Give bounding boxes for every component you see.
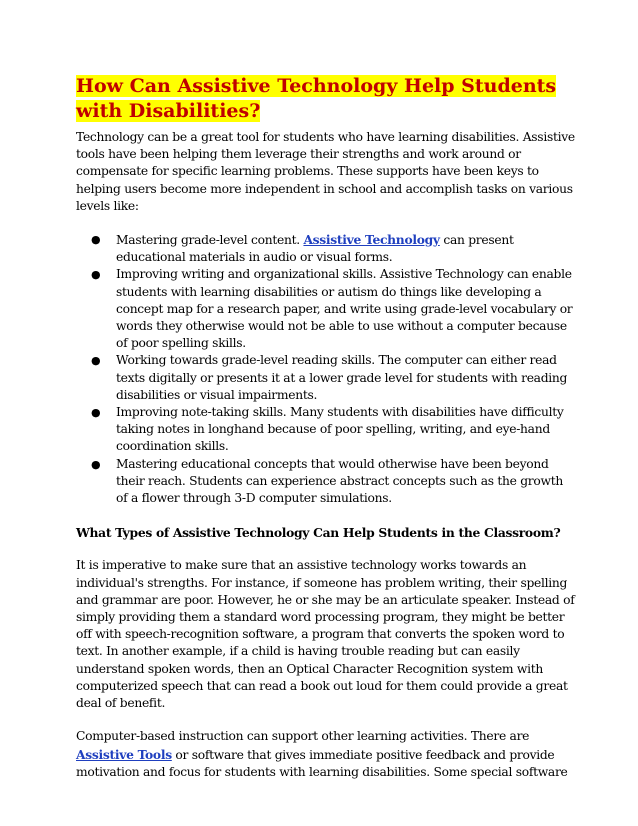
bullet-icon: ● <box>91 354 101 368</box>
bullet-icon: ● <box>91 233 101 247</box>
list-item-text: can present educational materials in audio or visual forms. <box>116 233 514 265</box>
list-item-text: Improving writing and organizational skills. Assistive Technology can enable students with learning disabilities or autism do things like developing a concept map for a research paper, and write using grade-level vocabulary or words they otherwise would not be able to use without a computer because of poor spelling skills. <box>116 267 573 351</box>
list-item-text: Improving note-taking skills. Many students with disabilities have difficulty taking notes in longhand because of poor spelling, writing, and eye-hand coordination skills. <box>116 405 564 454</box>
assistive-technology-link[interactable]: Assistive Technology <box>303 232 440 248</box>
title-line-2: with Disabilities? <box>76 100 261 122</box>
section-heading: What Types of Assistive Technology Can Help Students in the Classroom? <box>76 525 561 541</box>
body-paragraph-2 <box>76 728 576 781</box>
intro-paragraph: Technology can be a great tool for students who have learning disabilities. Assistive tools have been helping them leverage their strengths and work around or compensate for specific learning problems. These supports have been keys to helping users become more independent in school and accomplish tasks on various levels like: <box>76 130 575 213</box>
bullet-icon: ● <box>91 268 101 282</box>
title-line-1: How Can Assistive Technology Help Students <box>76 75 557 97</box>
assistive-tools-link[interactable]: Assistive Tools <box>76 746 172 762</box>
benefits-list <box>76 231 576 507</box>
list-item <box>91 231 576 266</box>
page-title <box>76 74 576 124</box>
list-item <box>91 352 576 404</box>
list-item-text: Mastering educational concepts that would otherwise have been beyond their reach. Students can experience abstract concepts such as the growth of a flower through 3-D computer simulations. <box>116 456 563 506</box>
paragraph-text: Computer-based instruction can support other learning activities. There are <box>76 729 530 744</box>
body-paragraph-1: It is imperative to make sure that an assistive technology works towards an individual's strengths. For instance, if someone has problem writing, their spelling and grammar are poor. However, he or she may be an articulate speaker. Instead of simply providing them a standard word processing program, they might be better off with speech-recognition software, a program that converts the spoken word to text. In another example, if a child is having trouble reading but can easily understand spoken words, then an Optical Character Recognition system with computerized speech that can read a book out loud for them could provide a great deal of benefit. <box>76 558 575 711</box>
list-item-text: Working towards grade-level reading skills. The computer can either read texts digitally or presents it at a lower grade level for students with reading disabilities or visual impairments. <box>116 353 568 402</box>
list-item-text: Mastering grade-level content. <box>116 233 304 248</box>
paragraph-text: or software that gives immediate positive feedback and provide motivation and focus for students with learning disabilities. Some special software <box>76 747 568 779</box>
bullet-icon: ● <box>91 406 101 420</box>
list-item <box>91 404 576 456</box>
list-item <box>91 266 576 352</box>
bullet-icon: ● <box>91 457 101 471</box>
list-item <box>91 456 576 508</box>
